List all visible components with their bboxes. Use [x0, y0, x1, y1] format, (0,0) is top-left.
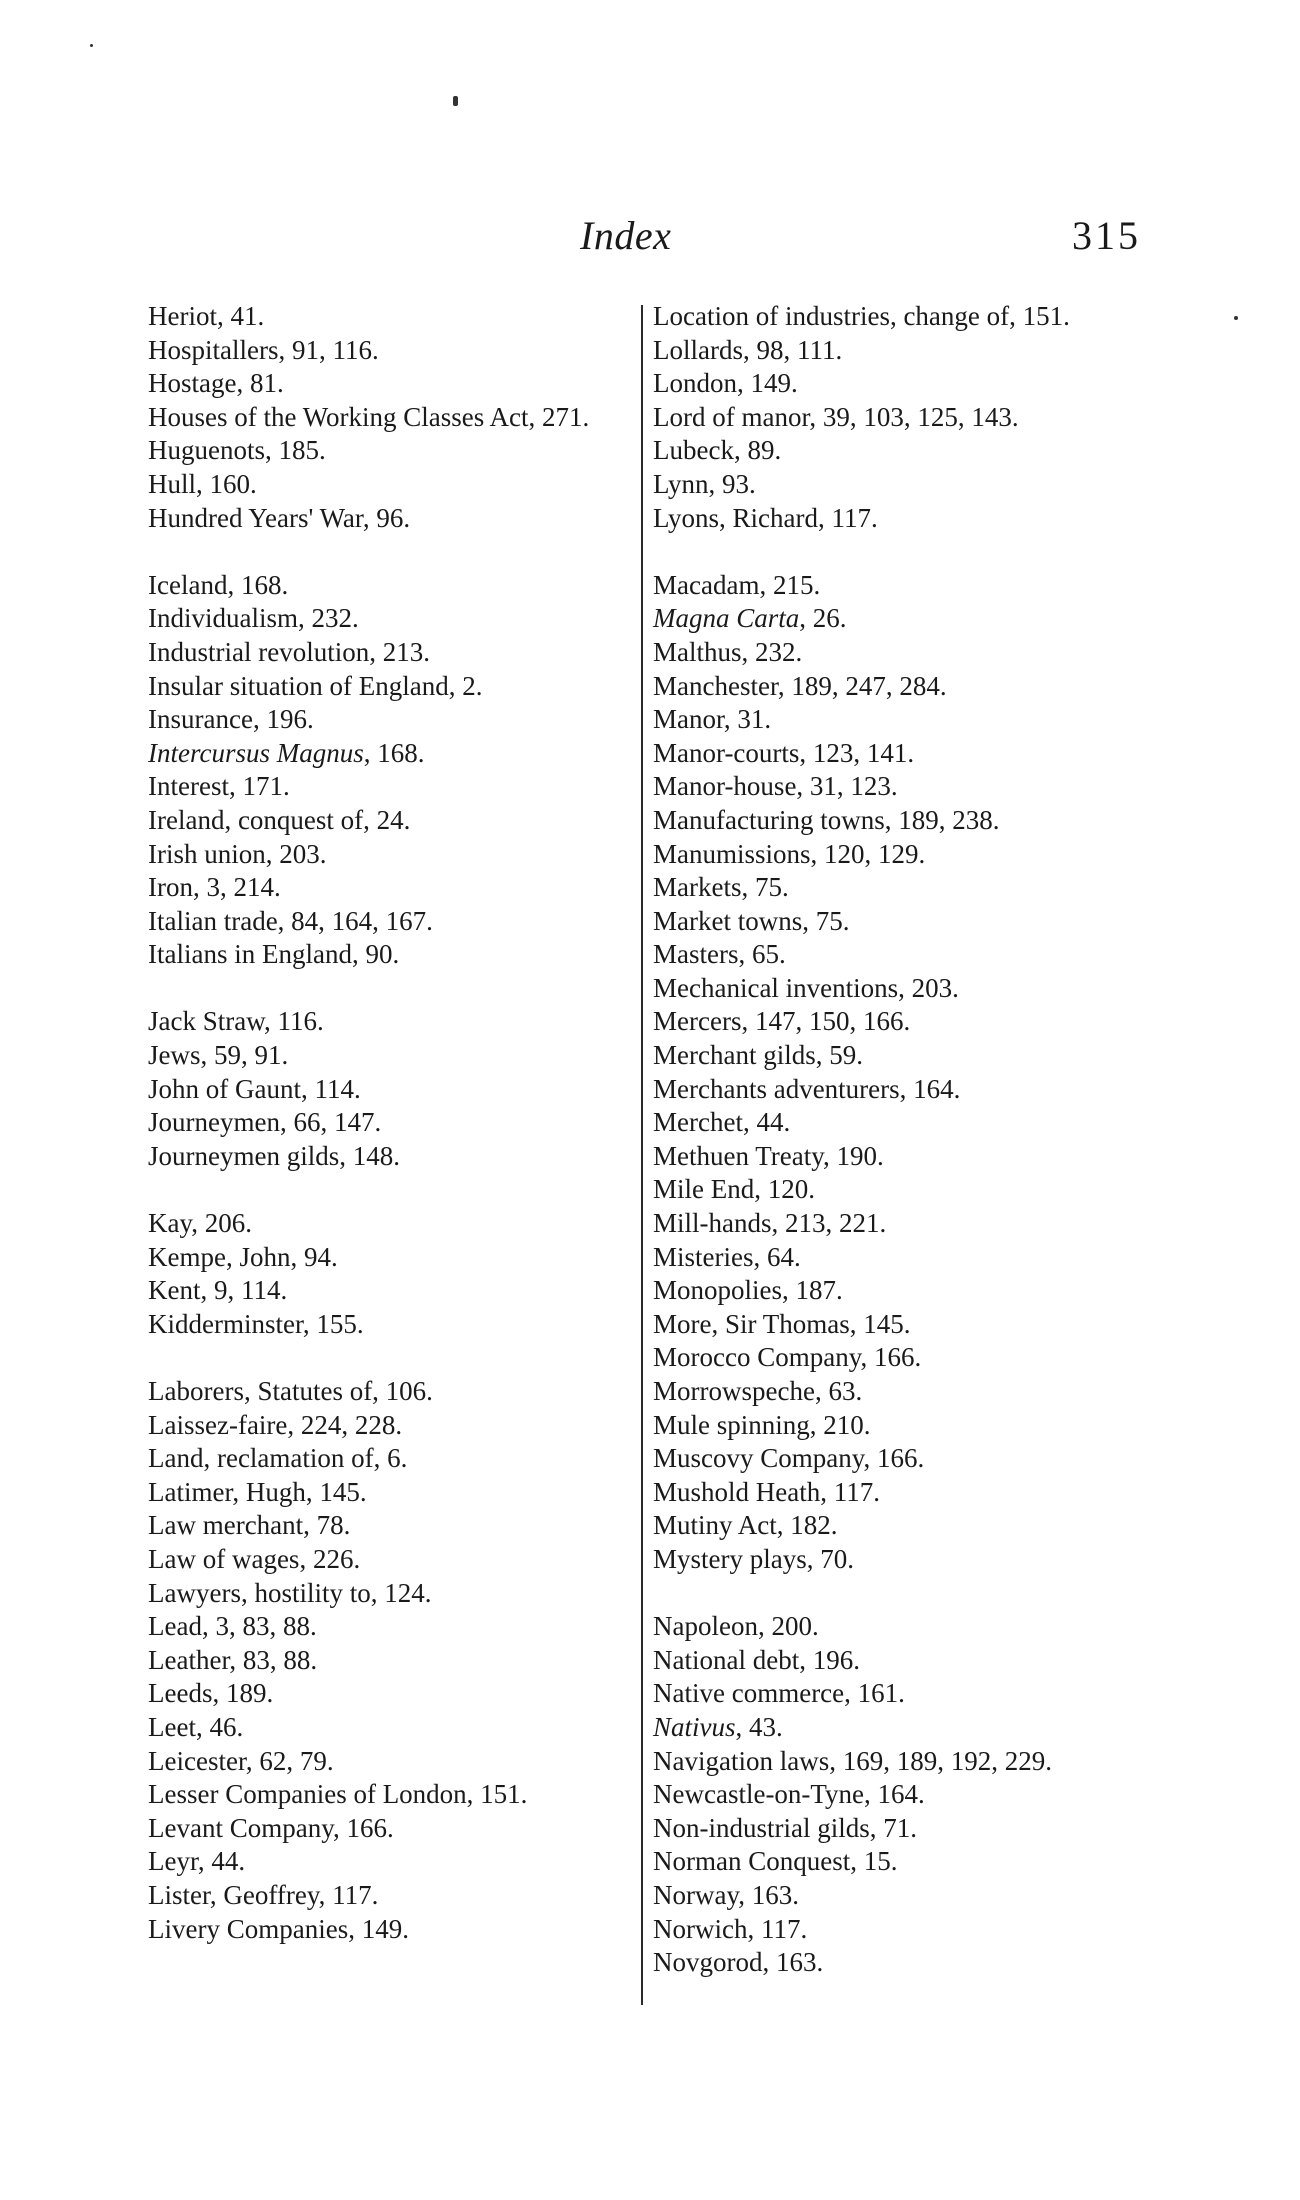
- index-entry-text: Manor, 31.: [653, 704, 772, 735]
- index-entry-text: Non-industrial gilds, 71.: [653, 1812, 917, 1843]
- index-entry-text: Merchants adventurers, 164.: [653, 1073, 961, 1104]
- index-entry: [653, 1812, 1163, 1846]
- index-entry-text: Macadam, 215.: [653, 569, 821, 600]
- index-entry-text: Hundred Years' War, 96.: [148, 502, 411, 533]
- index-entry-text: Leather, 83, 88.: [148, 1644, 318, 1675]
- index-entry-text: Hull, 160.: [148, 468, 257, 499]
- index-entry: [653, 670, 1163, 704]
- index-entry-text: Kay, 206.: [148, 1208, 252, 1239]
- index-entry-text: Journeymen gilds, 148.: [148, 1140, 400, 1171]
- index-entry-text: Irish union, 203.: [148, 838, 327, 869]
- index-entry-text: Navigation laws, 169, 189, 192, 229.: [653, 1745, 1052, 1776]
- index-entry: [653, 871, 1163, 905]
- index-entry-text: Industrial revolution, 213.: [148, 636, 430, 667]
- index-entry-text: Mule spinning, 210.: [653, 1409, 871, 1440]
- index-entry: [653, 804, 1163, 838]
- index-section-j: [148, 1005, 653, 1173]
- index-entry-text: Merchet, 44.: [653, 1107, 791, 1138]
- index-entry: [653, 703, 1163, 737]
- index-entry: [148, 300, 653, 334]
- index-entry-text: Mechanical inventions, 203.: [653, 972, 959, 1003]
- index-entry-text: Ireland, conquest of, 24.: [148, 804, 411, 835]
- index-entry-text: Norway, 163.: [653, 1879, 799, 1910]
- index-entry-text: Laborers, Statutes of, 106.: [148, 1376, 433, 1406]
- index-entry-text: Markets, 75.: [653, 872, 789, 903]
- index-entry-text: Norman Conquest, 15.: [653, 1846, 898, 1877]
- index-entry-text: Napoleon, 200.: [653, 1611, 819, 1642]
- index-entry: [148, 905, 653, 939]
- index-entry-text: Market towns, 75.: [653, 905, 850, 936]
- scan-speck: [453, 96, 458, 106]
- index-entry: [148, 1644, 653, 1678]
- index-entry: [148, 1745, 653, 1779]
- index-entry: [653, 1241, 1163, 1275]
- right-index-column: [653, 300, 1163, 2013]
- index-entry: [148, 938, 653, 972]
- index-entry-text: Insular situation of England, 2.: [148, 670, 483, 701]
- index-entry: [653, 300, 1163, 334]
- index-entry-text: Manor-courts, 123, 141.: [653, 737, 915, 768]
- index-entry: [148, 1207, 653, 1241]
- index-entry: [653, 1913, 1163, 1947]
- index-entry: [653, 1073, 1163, 1107]
- index-entry-text: Hospitallers, 91, 116.: [148, 334, 379, 365]
- index-entry: [148, 1375, 653, 1409]
- column-divider: [641, 305, 643, 2005]
- left-index-column: [148, 300, 653, 1980]
- index-entry: [653, 972, 1163, 1006]
- index-entry: [148, 334, 653, 368]
- index-entry-text: Hostage, 81.: [148, 368, 284, 399]
- index-entry-text: Muscovy Company, 166.: [653, 1443, 925, 1474]
- page-number: 315: [1072, 213, 1141, 258]
- index-entry-text: Insurance, 196.: [148, 704, 314, 735]
- index-entry: [148, 1879, 653, 1913]
- index-section-l1: [148, 1375, 653, 1946]
- index-entry: [148, 636, 653, 670]
- index-entry: [148, 502, 653, 536]
- index-entry-text: Leicester, 62, 79.: [148, 1745, 334, 1776]
- index-entry: [148, 703, 653, 737]
- index-entry: [653, 401, 1163, 435]
- index-entry: [653, 1308, 1163, 1342]
- index-entry: [148, 1005, 653, 1039]
- index-entry-text: Merchant gilds, 59.: [653, 1040, 863, 1071]
- index-entry: [653, 569, 1163, 603]
- index-section-l2: [653, 300, 1163, 535]
- index-entry: [653, 1341, 1163, 1375]
- index-entry-text: Misteries, 64.: [653, 1241, 801, 1272]
- page-title: Index: [580, 213, 672, 258]
- index-entry: [148, 1241, 653, 1275]
- index-entry-text: Leyr, 44.: [148, 1846, 246, 1877]
- index-entry: [653, 1509, 1163, 1543]
- index-section-m: [653, 569, 1163, 1577]
- index-entry: [653, 1274, 1163, 1308]
- index-entry-text: Novgorod, 163.: [653, 1947, 824, 1978]
- index-entry: [653, 1409, 1163, 1443]
- index-entry-text: Leet, 46.: [148, 1711, 244, 1742]
- index-entry: [148, 367, 653, 401]
- index-entry: [653, 468, 1163, 502]
- index-entry-text: National debt, 196.: [653, 1644, 860, 1675]
- index-entry: [148, 1711, 653, 1745]
- index-entry: [148, 737, 653, 771]
- index-entry-text: Land, reclamation of, 6.: [148, 1443, 408, 1474]
- index-section-k: [148, 1207, 653, 1341]
- index-entry: [148, 670, 653, 704]
- index-entry: [653, 1946, 1163, 1980]
- index-entry-text: Individualism, 232.: [148, 603, 359, 634]
- index-entry-text: Manufacturing towns, 189, 238.: [653, 804, 1000, 835]
- index-entry: [653, 737, 1163, 771]
- index-entry-text: Masters, 65.: [653, 939, 786, 970]
- index-entry: [148, 1543, 653, 1577]
- index-entry-text: Manchester, 189, 247, 284.: [653, 670, 947, 701]
- index-entry: [653, 1610, 1163, 1644]
- index-entry-text: Law merchant, 78.: [148, 1510, 351, 1541]
- index-entry: [653, 636, 1163, 670]
- index-entry: [653, 1005, 1163, 1039]
- index-entry-text: Mile End, 120.: [653, 1174, 815, 1205]
- index-entry: [653, 905, 1163, 939]
- index-entry: [653, 502, 1163, 536]
- index-entry: [148, 1039, 653, 1073]
- index-entry-text: Law of wages, 226.: [148, 1543, 361, 1574]
- index-entry: [148, 1476, 653, 1510]
- index-entry-text: Morrowspeche, 63.: [653, 1376, 863, 1406]
- index-entry-text: Laissez-faire, 224, 228.: [148, 1409, 403, 1440]
- index-entry-text: Houses of the Working Classes Act, 271.: [148, 401, 590, 432]
- index-section-i: [148, 569, 653, 972]
- index-entry-text: John of Gaunt, 114.: [148, 1073, 361, 1104]
- index-entry-text: Lawyers, hostility to, 124.: [148, 1577, 432, 1608]
- index-entry-text: Mill-hands, 213, 221.: [653, 1208, 887, 1239]
- index-entry-text: Monopolies, 187.: [653, 1275, 843, 1306]
- index-entry: [653, 1106, 1163, 1140]
- index-entry: [148, 871, 653, 905]
- index-entry-text: Lollards, 98, 111.: [653, 334, 843, 365]
- index-entry-text: Newcastle-on-Tyne, 164.: [653, 1779, 925, 1810]
- index-entry: [653, 1677, 1163, 1711]
- index-entry: [148, 1812, 653, 1846]
- index-entry-pages: , 26.: [799, 603, 847, 634]
- index-entry-text: Kent, 9, 114.: [148, 1275, 288, 1306]
- index-entry-text: Jack Straw, 116.: [148, 1006, 324, 1037]
- index-entry: [148, 1610, 653, 1644]
- index-entry: [653, 1879, 1163, 1913]
- index-entry-term: Magna Carta: [653, 603, 800, 634]
- index-entry-text: Mercers, 147, 150, 166.: [653, 1006, 911, 1037]
- index-entry: [148, 1308, 653, 1342]
- index-entry-term: Intercursus Magnus: [148, 737, 364, 768]
- index-entry: [653, 1845, 1163, 1879]
- index-section-h: [148, 300, 653, 535]
- index-section-n: [653, 1610, 1163, 1980]
- index-entry-term: Nativus: [653, 1711, 736, 1742]
- index-entry: [653, 1745, 1163, 1779]
- scan-speck: [1234, 316, 1238, 320]
- index-entry: [148, 468, 653, 502]
- index-entry: [148, 804, 653, 838]
- index-entry-text: Malthus, 232.: [653, 636, 803, 667]
- index-entry-text: Lubeck, 89.: [653, 435, 782, 466]
- index-entry-text: Morocco Company, 166.: [653, 1342, 922, 1373]
- index-entry-text: Lister, Geoffrey, 117.: [148, 1879, 379, 1910]
- index-entry: [148, 1073, 653, 1107]
- index-entry: [653, 602, 1163, 636]
- index-entry: [148, 1274, 653, 1308]
- index-entry-text: Lyons, Richard, 117.: [653, 502, 878, 533]
- index-entry-text: Journeymen, 66, 147.: [148, 1107, 382, 1138]
- index-entry: [148, 1778, 653, 1812]
- index-entry-text: Italian trade, 84, 164, 167.: [148, 905, 433, 936]
- index-entry: [653, 838, 1163, 872]
- index-entry: [148, 1577, 653, 1611]
- index-entry-text: Livery Companies, 149.: [148, 1913, 409, 1944]
- index-entry: [148, 770, 653, 804]
- index-entry: [148, 401, 653, 435]
- index-entry-text: Leeds, 189.: [148, 1678, 274, 1709]
- index-entry-text: Interest, 171.: [148, 771, 290, 802]
- index-entry: [148, 1913, 653, 1947]
- index-entry-text: Mutiny Act, 182.: [653, 1510, 838, 1541]
- index-entry-text: Lord of manor, 39, 103, 125, 143.: [653, 401, 1019, 432]
- index-entry: [653, 1543, 1163, 1577]
- index-entry: [653, 334, 1163, 368]
- index-entry-text: Jews, 59, 91.: [148, 1040, 289, 1071]
- index-entry: [653, 434, 1163, 468]
- index-entry-text: More, Sir Thomas, 145.: [653, 1308, 911, 1339]
- index-entry: [148, 1442, 653, 1476]
- index-entry-text: London, 149.: [653, 368, 798, 399]
- index-entry-text: Norwich, 117.: [653, 1913, 808, 1944]
- index-entry: [653, 1442, 1163, 1476]
- index-entry-text: Lesser Companies of London, 151.: [148, 1779, 528, 1810]
- index-entry: [653, 1173, 1163, 1207]
- index-entry-text: Lead, 3, 83, 88.: [148, 1611, 317, 1642]
- index-entry: [148, 434, 653, 468]
- index-entry: [653, 1644, 1163, 1678]
- index-entry-text: Latimer, Hugh, 145.: [148, 1476, 367, 1507]
- index-entry-text: Italians in England, 90.: [148, 939, 400, 970]
- index-entry: [653, 1711, 1163, 1745]
- index-entry: [653, 1476, 1163, 1510]
- index-entry-text: Kempe, John, 94.: [148, 1241, 338, 1272]
- index-entry: [653, 1778, 1163, 1812]
- index-entry: [653, 1140, 1163, 1174]
- index-entry-text: Heriot, 41.: [148, 301, 265, 331]
- index-entry: [148, 1106, 653, 1140]
- index-entry-text: Native commerce, 161.: [653, 1678, 905, 1709]
- index-entry: [148, 838, 653, 872]
- index-entry-text: Lynn, 93.: [653, 468, 756, 499]
- index-entry-text: Manumissions, 120, 129.: [653, 838, 926, 869]
- index-entry-text: Methuen Treaty, 190.: [653, 1140, 884, 1171]
- index-entry: [653, 1039, 1163, 1073]
- index-entry: [148, 602, 653, 636]
- index-entry: [653, 770, 1163, 804]
- index-entry: [148, 569, 653, 603]
- index-entry-text: Mushold Heath, 117.: [653, 1476, 880, 1507]
- index-entry: [653, 1375, 1163, 1409]
- index-entry: [148, 1845, 653, 1879]
- index-entry: [653, 938, 1163, 972]
- index-entry-text: Manor-house, 31, 123.: [653, 771, 898, 802]
- index-entry-text: Iceland, 168.: [148, 569, 289, 600]
- index-entry: [653, 367, 1163, 401]
- index-entry-text: Iron, 3, 214.: [148, 872, 281, 903]
- index-entry: [148, 1509, 653, 1543]
- index-entry: [148, 1140, 653, 1174]
- index-entry: [148, 1409, 653, 1443]
- scan-speck: [90, 44, 93, 47]
- index-entry-pages: , 168.: [363, 737, 425, 768]
- index-entry-pages: , 43.: [735, 1711, 783, 1742]
- index-entry-text: Levant Company, 166.: [148, 1812, 394, 1843]
- index-entry-text: Huguenots, 185.: [148, 435, 326, 466]
- index-entry-text: Mystery plays, 70.: [653, 1543, 854, 1574]
- index-entry-text: Location of industries, change of, 151.: [653, 301, 1070, 331]
- index-entry-text: Kidderminster, 155.: [148, 1308, 364, 1339]
- index-entry: [148, 1677, 653, 1711]
- index-entry: [653, 1207, 1163, 1241]
